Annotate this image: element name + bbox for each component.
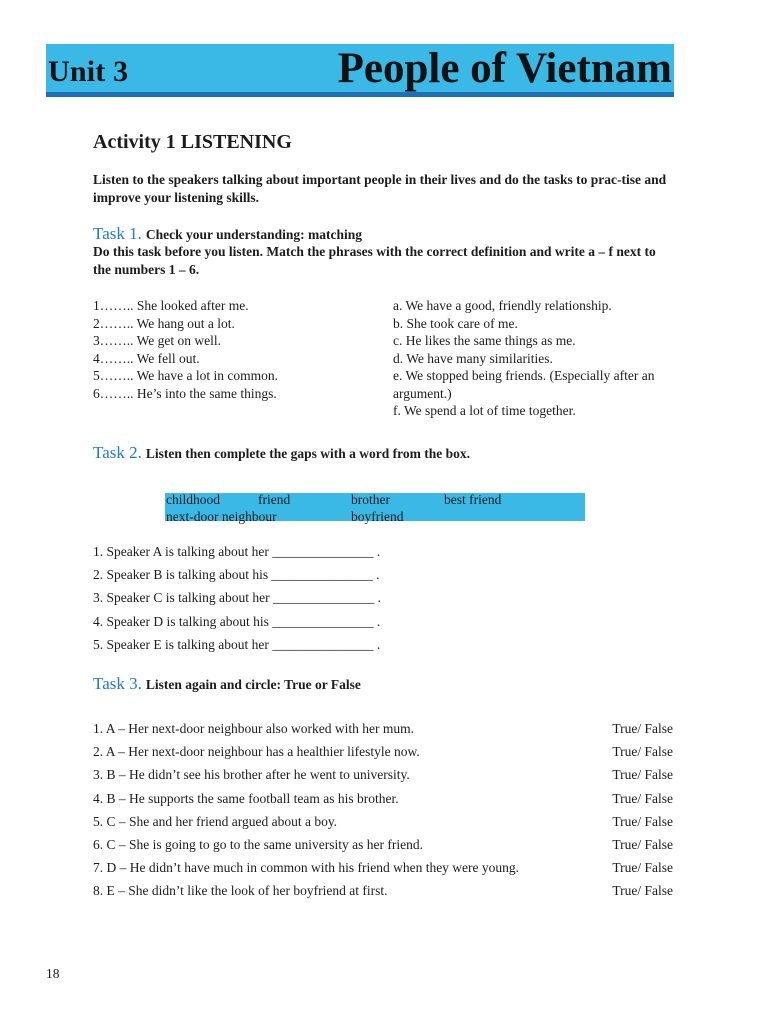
tf-statement: 7. D – He didn’t have much in common with his friend when they were young. bbox=[93, 860, 520, 876]
task1-subinstruction: Do this task before you listen. Match the phrases with the correct definition and write a – f next to the numbers 1 – 6. bbox=[93, 244, 656, 277]
tf-statement: 6. C – She is going to go to the same university as her friend. bbox=[93, 836, 423, 852]
definition-item: b. She took care of me. bbox=[393, 315, 518, 331]
tf-answer: True/ False bbox=[612, 721, 673, 736]
page-number: 18 bbox=[46, 966, 60, 981]
definition-item: a. We have a good, friendly relationship. bbox=[393, 298, 612, 313]
definition-item: d. We have many similarities. bbox=[393, 350, 553, 366]
tf-answer: True/ False bbox=[612, 836, 673, 852]
task1-label: Task 1. bbox=[93, 224, 142, 243]
task2-label: Task 2. bbox=[93, 443, 142, 462]
phrase-item: 4…….. We fell out. bbox=[93, 350, 200, 366]
unit-title: People of Vietnam bbox=[337, 45, 672, 92]
tf-answer: True/ False bbox=[612, 790, 673, 806]
task1-instruction: Check your understanding: matching bbox=[145, 227, 363, 242]
tf-row bbox=[93, 814, 675, 837]
gap-sentence: 4. Speaker D is talking about his _______________ . bbox=[93, 613, 381, 629]
unit-label: Unit 3 bbox=[48, 55, 129, 88]
activity-intro: Listen to the speakers talking about important people in their lives and do the tasks to prac-tise and improve your listening skills. bbox=[93, 172, 667, 205]
tf-row bbox=[93, 744, 675, 767]
task3-instruction: Listen again and circle: True or False bbox=[145, 677, 361, 692]
box-word: childhood bbox=[166, 492, 220, 507]
phrase-item: 2…….. We hang out a lot. bbox=[93, 315, 235, 331]
definition-item: e. We stopped being friends. (Especially after an argument.) bbox=[393, 368, 655, 401]
phrase-list bbox=[93, 297, 278, 402]
box-word: boyfriend bbox=[351, 509, 404, 524]
tf-statement: 3. B – He didn’t see his brother after he went to university. bbox=[93, 767, 410, 783]
tf-answer: True/ False bbox=[612, 883, 673, 899]
tf-statement: 8. E – She didn’t like the look of her boyfriend at first. bbox=[93, 883, 388, 899]
gap-sentence: 3. Speaker C is talking about her _______________ . bbox=[93, 590, 381, 606]
box-word: brother bbox=[351, 492, 390, 507]
gap-sentence: 1. Speaker A is talking about her _______________ . bbox=[93, 544, 381, 559]
gap-sentences bbox=[93, 544, 381, 660]
tf-statement: 2. A – Her next-door neighbour has a healthier lifestyle now. bbox=[93, 744, 420, 760]
box-word: best friend bbox=[444, 492, 502, 507]
tf-statement: 4. B – He supports the same football team as his brother. bbox=[93, 790, 399, 806]
tf-row bbox=[93, 767, 675, 790]
true-false-list bbox=[93, 721, 675, 907]
phrase-item: 1…….. She looked after me. bbox=[93, 298, 249, 313]
gap-sentence: 5. Speaker E is talking about her _______________ . bbox=[93, 636, 381, 652]
definition-list bbox=[393, 297, 683, 420]
task2-instruction: Listen then complete the gaps with a word from the box. bbox=[145, 446, 470, 461]
tf-row bbox=[93, 791, 675, 814]
phrase-item: 3…….. We get on well. bbox=[93, 333, 222, 348]
phrase-item: 5…….. We have a lot in common. bbox=[93, 368, 279, 383]
definition-item: f. We spend a lot of time together. bbox=[393, 403, 576, 418]
tf-statement: 1. A – Her next-door neighbour also worked with her mum. bbox=[93, 721, 414, 736]
tf-row bbox=[93, 883, 675, 906]
tf-answer: True/ False bbox=[612, 813, 673, 829]
task3-heading bbox=[93, 674, 361, 694]
box-word: friend bbox=[258, 492, 291, 507]
tf-row bbox=[93, 860, 675, 883]
tf-statement: 5. C – She and her friend argued about a boy. bbox=[93, 813, 338, 829]
tf-answer: True/ False bbox=[612, 744, 673, 760]
phrase-item: 6…….. He’s into the same things. bbox=[93, 385, 277, 401]
tf-answer: True/ False bbox=[612, 860, 673, 876]
task3-label: Task 3. bbox=[93, 674, 142, 693]
tf-row bbox=[93, 721, 675, 744]
box-word: next-door neighbour bbox=[166, 509, 277, 524]
task1-heading bbox=[93, 224, 362, 244]
activity-title: Activity 1 LISTENING bbox=[93, 131, 292, 153]
tf-row bbox=[93, 837, 675, 860]
definition-item: c. He likes the same things as me. bbox=[393, 333, 576, 348]
gap-sentence: 2. Speaker B is talking about his _______________ . bbox=[93, 567, 380, 583]
word-box bbox=[165, 492, 585, 524]
task2-heading bbox=[93, 443, 470, 463]
tf-answer: True/ False bbox=[612, 767, 673, 783]
